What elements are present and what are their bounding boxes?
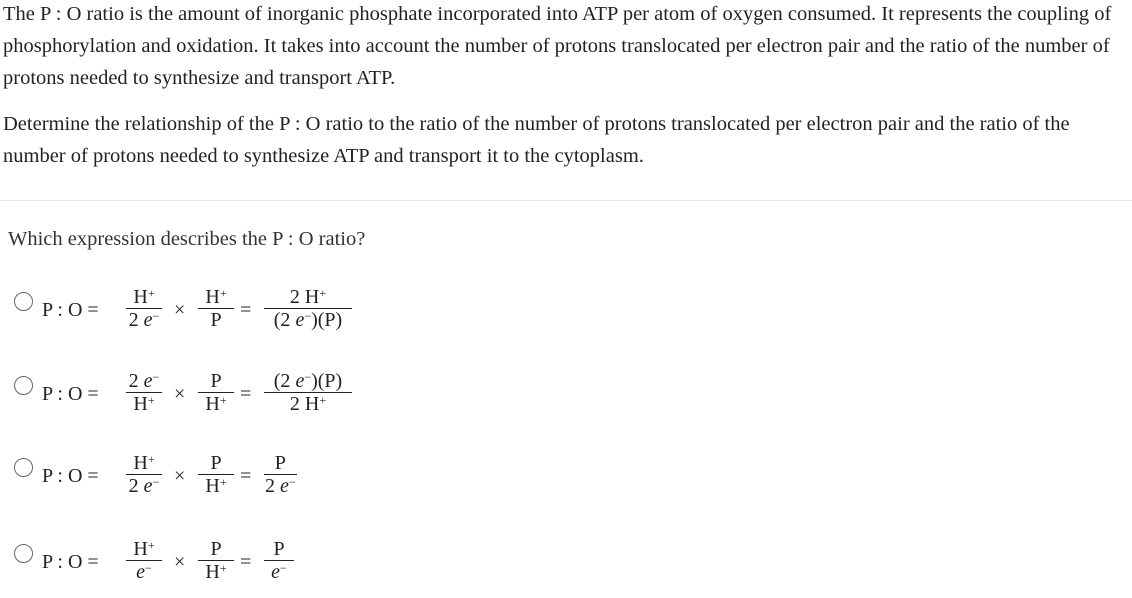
po-ratio-label: P : O = bbox=[42, 299, 99, 321]
times-sign: × bbox=[174, 551, 186, 573]
result-fraction bbox=[264, 370, 352, 415]
intro-paragraph-1: The P : O ratio is the amount of inorganic phosphate incorporated into ATP per atom of oxygen consumed. It represents the coupling of phosphorylation and oxidation. It takes into account the number of protons translocated per electron pair and the ratio of the number of protons needed to synthesize and transport ATP. bbox=[3, 3, 1112, 89]
radio-button[interactable] bbox=[14, 292, 33, 311]
equals-sign: = bbox=[240, 383, 252, 405]
times-sign: × bbox=[174, 383, 186, 405]
denominator: 2 e− bbox=[128, 475, 160, 497]
po-ratio-label: P : O = bbox=[42, 383, 99, 405]
denominator: 2 e− bbox=[128, 309, 160, 331]
factor-fraction-2 bbox=[198, 452, 234, 497]
numerator: H+ bbox=[126, 538, 162, 561]
result-fraction bbox=[264, 286, 352, 331]
denominator: H+ bbox=[205, 393, 227, 415]
denominator: (2 e−)(P) bbox=[273, 309, 343, 331]
numerator: P bbox=[264, 452, 297, 475]
answer-option-3[interactable] bbox=[14, 452, 374, 512]
numerator: (2 e−)(P) bbox=[264, 370, 352, 393]
intro-paragraph-2: Determine the relationship of the P : O ratio to the ratio of the number of protons translocated per electron pair and the ratio of the number of protons needed to synthesize ATP and transport it to the cytoplasm. bbox=[3, 113, 1070, 167]
po-ratio-label: P : O = bbox=[42, 465, 99, 487]
denominator: H+ bbox=[205, 561, 227, 583]
denominator: e− bbox=[136, 561, 152, 583]
factor-fraction-1 bbox=[126, 370, 162, 415]
denominator: 2 H+ bbox=[289, 393, 327, 415]
answer-option-4[interactable] bbox=[14, 538, 374, 598]
factor-fraction-2 bbox=[198, 370, 234, 415]
numerator: 2 H+ bbox=[264, 286, 352, 309]
answer-option-1[interactable] bbox=[14, 286, 374, 346]
result-fraction bbox=[264, 538, 294, 583]
numerator: H+ bbox=[126, 452, 162, 475]
question-prompt: Which expression describes the P : O ratio? bbox=[8, 228, 366, 250]
equals-sign: = bbox=[240, 465, 252, 487]
numerator: P bbox=[198, 538, 234, 561]
factor-fraction-1 bbox=[126, 538, 162, 583]
times-sign: × bbox=[174, 465, 186, 487]
denominator: e− bbox=[271, 561, 287, 583]
denominator: H+ bbox=[133, 393, 155, 415]
answer-option-2[interactable] bbox=[14, 370, 374, 430]
section-divider bbox=[0, 200, 1132, 201]
numerator: P bbox=[198, 370, 234, 393]
denominator: P bbox=[210, 309, 222, 331]
numerator: H+ bbox=[126, 286, 162, 309]
numerator: P bbox=[198, 452, 234, 475]
factor-fraction-1 bbox=[126, 286, 162, 331]
radio-button[interactable] bbox=[14, 458, 33, 477]
equals-sign: = bbox=[240, 299, 252, 321]
times-sign: × bbox=[174, 299, 186, 321]
result-fraction bbox=[264, 452, 297, 497]
po-ratio-label: P : O = bbox=[42, 551, 99, 573]
numerator: P bbox=[264, 538, 294, 561]
radio-button[interactable] bbox=[14, 544, 33, 563]
numerator: H+ bbox=[198, 286, 234, 309]
radio-button[interactable] bbox=[14, 376, 33, 395]
factor-fraction-1 bbox=[126, 452, 162, 497]
denominator: 2 e− bbox=[265, 475, 296, 497]
factor-fraction-2 bbox=[198, 538, 234, 583]
factor-fraction-2 bbox=[198, 286, 234, 331]
denominator: H+ bbox=[205, 475, 227, 497]
equals-sign: = bbox=[240, 551, 252, 573]
numerator: 2 e− bbox=[126, 370, 162, 393]
